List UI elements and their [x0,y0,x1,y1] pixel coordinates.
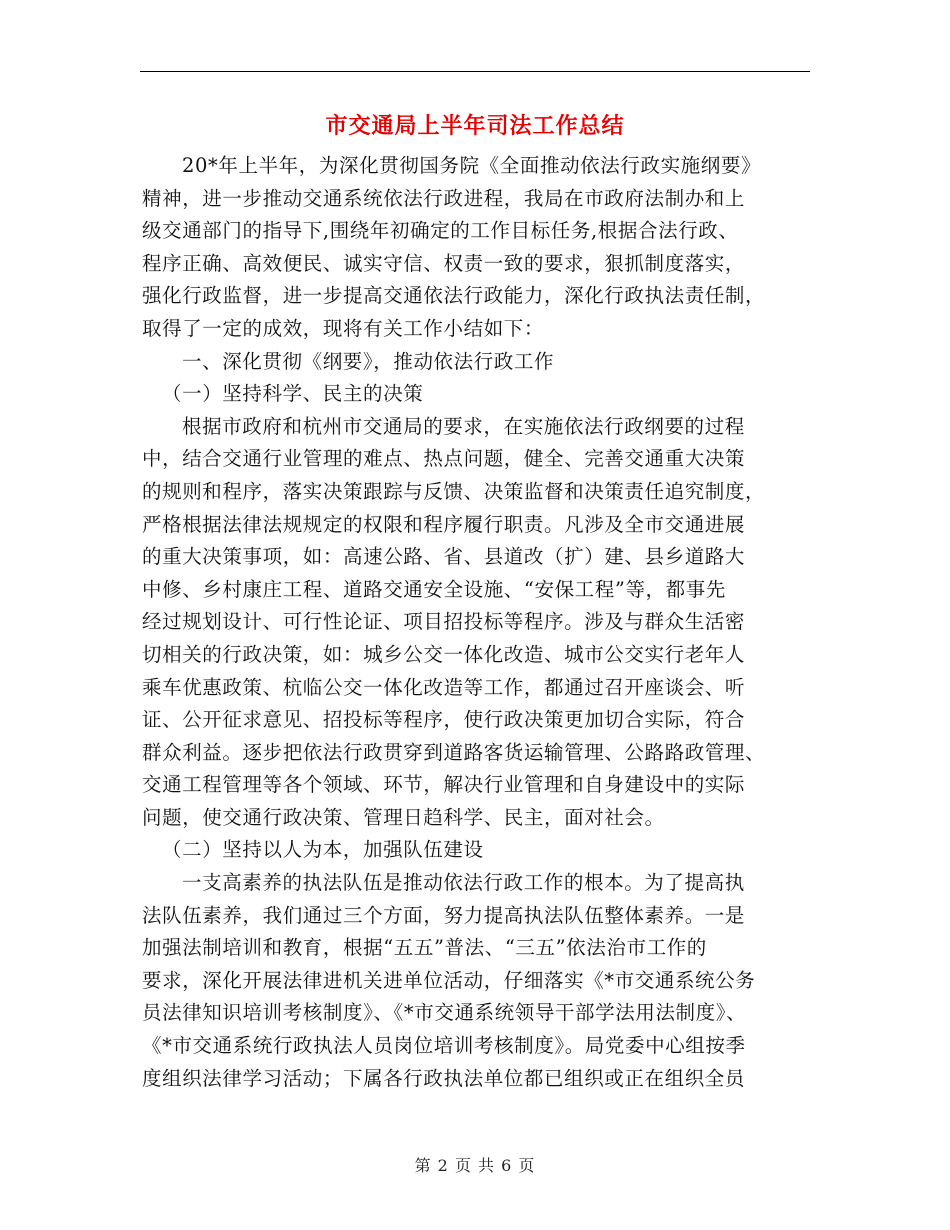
body-line: 精神，进一步推动交通系统依法行政进程，我局在市政府法制办和上 [142,186,746,210]
body-line: 法队伍素养，我们通过三个方面，努力提高执法队伍整体素养。一是 [142,903,746,927]
body-line: 加强法制培训和教育，根据“五五”普法、“三五”依法治市工作的 [142,936,707,960]
document-title: 市交通局上半年司法工作总结 [325,113,625,139]
body-line: 的规则和程序，落实决策跟踪与反馈、决策监督和决策责任追究制度， [142,479,766,503]
body-line: 中，结合交通行业管理的难点、热点问题，健全、完善交通重大决策 [142,447,746,471]
body-line: 一、深化贯彻《纲要》，推动依法行政工作 [182,349,555,373]
body-line: 中修、乡村康庄工程、道路交通安全设施、“安保工程”等，都事先 [142,577,726,601]
body-line: 度组织法律学习活动；下属各行政执法单位都已组织或正在组织全员 [142,1066,746,1090]
body-line: 级交通部门的指导下,围绕年初确定的工作目标任务,根据合法行政、 [142,219,739,243]
body-line: 《*市交通系统行政执法人员岗位培训考核制度》。局党委中心组按季 [142,1034,746,1058]
body-line: 证、公开征求意见、招投标等程序，使行政决策更加切合实际，符合 [142,708,746,732]
body-line: 切相关的行政决策，如：城乡公交一体化改造、城市公交实行老年人 [142,642,746,666]
body-line: （二）坚持以人为本，加强队伍建设 [162,838,484,862]
document-body [142,150,822,1095]
body-line: 经过规划设计、可行性论证、项目招投标等程序。涉及与群众生活密 [142,610,746,634]
body-line: 问题，使交通行政决策、管理日趋科学、民主，面对社会。 [142,805,665,829]
body-line: （一）坚持科学、民主的决策 [162,382,424,406]
body-line: 根据市政府和杭州市交通局的要求，在实施依法行政纲要的过程 [182,414,745,438]
body-line: 一支高素养的执法队伍是推动依法行政工作的根本。为了提高执 [182,871,745,895]
body-line: 交通工程管理等各个领域、环节，解决行业管理和自身建设中的实际 [142,773,746,797]
page-number: 第 2 页 共 6 页 [414,1156,536,1175]
header-rule [140,71,810,72]
body-line: 员法律知识培训考核制度》、《*市交通系统领导干部学法用法制度》、 [142,1001,747,1025]
body-line: 乘车优惠政策、杭临公交一体化改造等工作，都通过召开座谈会、听 [142,675,746,699]
body-line: 的重大决策事项，如：高速公路、省、县道改（扩）建、县乡道路大 [142,545,746,569]
body-line: 程序正确、高效便民、诚实守信、权责一致的要求，狠抓制度落实， [142,251,746,275]
body-line: 群众利益。逐步把依法行政贯穿到道路客货运输管理、公路路政管理、 [142,740,766,764]
body-line: 要求，深化开展法律进机关进单位活动，仔细落实《*市交通系统公务 [142,968,756,992]
body-line: 强化行政监督，进一步提高交通依法行政能力，深化行政执法责任制， [142,284,766,308]
body-line: 严格根据法律法规规定的权限和程序履行职责。凡涉及全市交通进展 [142,512,746,536]
body-line: 取得了一定的成效，现将有关工作小结如下： [142,316,545,340]
body-line: 20*年上半年，为深化贯彻国务院《全面推动依法行政实施纲要》 [182,154,762,177]
